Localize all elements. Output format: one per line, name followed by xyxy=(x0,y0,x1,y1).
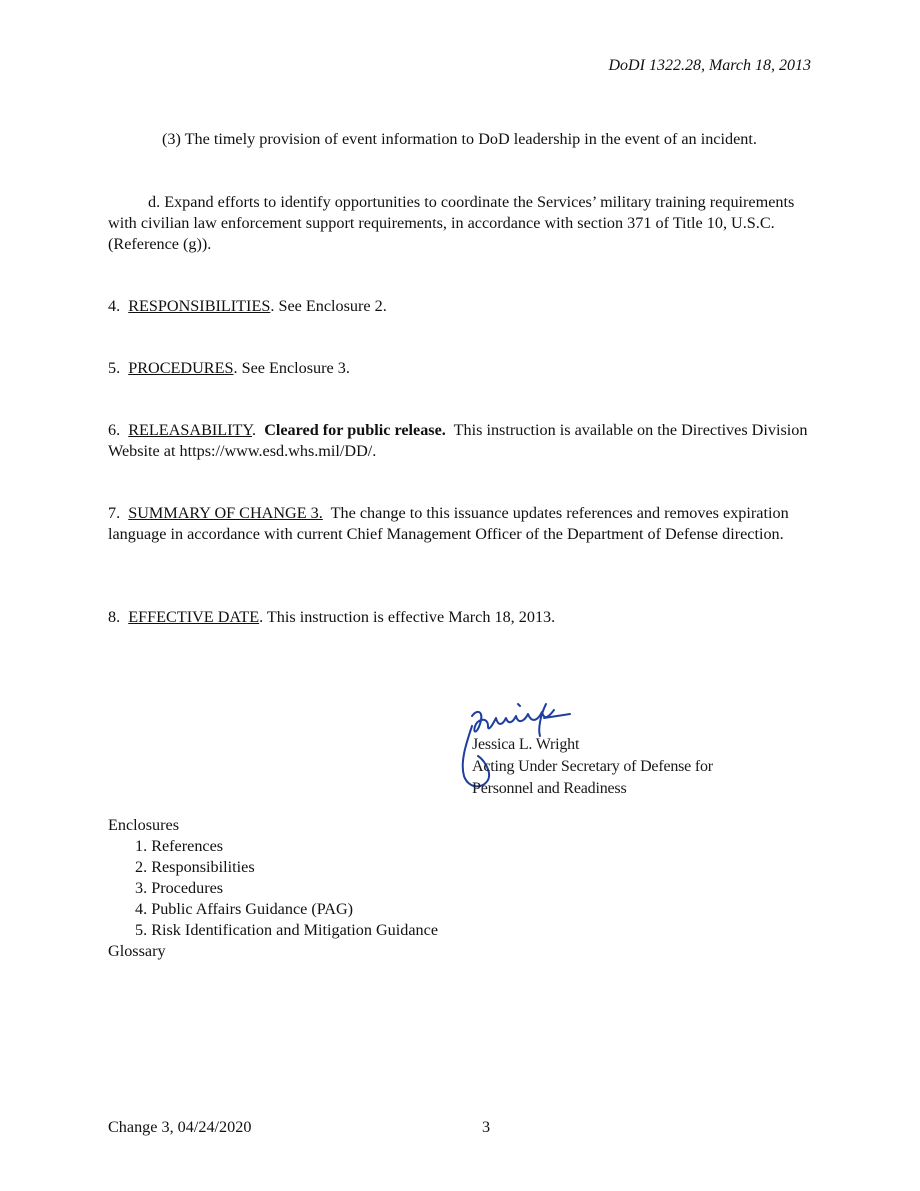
enclosures-section xyxy=(108,815,814,962)
signatory-text xyxy=(472,734,713,800)
section-6-number: 6. xyxy=(108,421,121,439)
paragraph-d xyxy=(108,192,814,255)
section-5-body: . See Enclosure 3. xyxy=(233,359,350,377)
section-5-number: 5. xyxy=(108,359,121,377)
document-header: DoDI 1322.28, March 18, 2013 xyxy=(608,57,811,74)
enclosure-item: 2. Responsibilities xyxy=(135,858,255,876)
section-5-title: PROCEDURES xyxy=(128,359,234,377)
section-7 xyxy=(108,503,814,545)
section-4-number: 4. xyxy=(108,297,121,315)
section-6-bold-text: Cleared for public release. xyxy=(264,421,446,439)
footer-page-number: 3 xyxy=(482,1118,491,1136)
enclosure-item: 4. Public Affairs Guidance (PAG) xyxy=(135,900,354,918)
paragraph-d-text: d. Expand efforts to identify opportunities to coordinate the Services’ military training requirements with civilian law enforcement support requirements, in accordance with section 371 of Title 10, U.S.C. (Reference (g)). xyxy=(108,193,795,253)
section-7-number: 7. xyxy=(108,504,121,522)
section-8-title: EFFECTIVE DATE xyxy=(128,608,260,626)
signatory-title-line2: Personnel and Readiness xyxy=(472,780,627,797)
section-7-title: SUMMARY OF CHANGE 3. xyxy=(128,504,323,522)
paragraph-c3 xyxy=(108,129,814,150)
section-6-body: This instruction is available on the Directives Division Website at https://www.esd.whs.mil/DD/. xyxy=(108,421,808,460)
section-4-title: RESPONSIBILITIES xyxy=(128,297,271,315)
section-6 xyxy=(108,420,814,462)
section-8-body: . This instruction is effective March 18, 2013. xyxy=(259,608,556,626)
glossary-label: Glossary xyxy=(108,942,166,960)
signatory-name: Jessica L. Wright xyxy=(472,736,580,753)
signatory-title-line1: Acting Under Secretary of Defense for xyxy=(472,758,713,775)
enclosures-heading: Enclosures xyxy=(108,816,180,834)
enclosure-item: 1. References xyxy=(135,837,224,855)
footer-change-date: Change 3, 04/24/2020 xyxy=(108,1118,252,1136)
section-4 xyxy=(108,296,814,317)
enclosures-list xyxy=(108,836,814,941)
signature-block xyxy=(458,696,758,801)
paragraph-c3-text: (3) The timely provision of event information to DoD leadership in the event of an incident. xyxy=(162,130,757,148)
section-7-body: The change to this issuance updates references and removes expiration language in accordance with current Chief Management Officer of the Department of Defense direction. xyxy=(108,504,789,543)
section-6-title: RELEASABILITY xyxy=(128,421,253,439)
enclosure-item: 5. Risk Identification and Mitigation Guidance xyxy=(135,921,439,939)
section-8 xyxy=(108,607,814,628)
section-4-body: . See Enclosure 2. xyxy=(270,297,387,315)
section-6-separator: . xyxy=(252,421,257,439)
section-5 xyxy=(108,358,814,379)
section-8-number: 8. xyxy=(108,608,121,626)
enclosure-item: 3. Procedures xyxy=(135,879,224,897)
